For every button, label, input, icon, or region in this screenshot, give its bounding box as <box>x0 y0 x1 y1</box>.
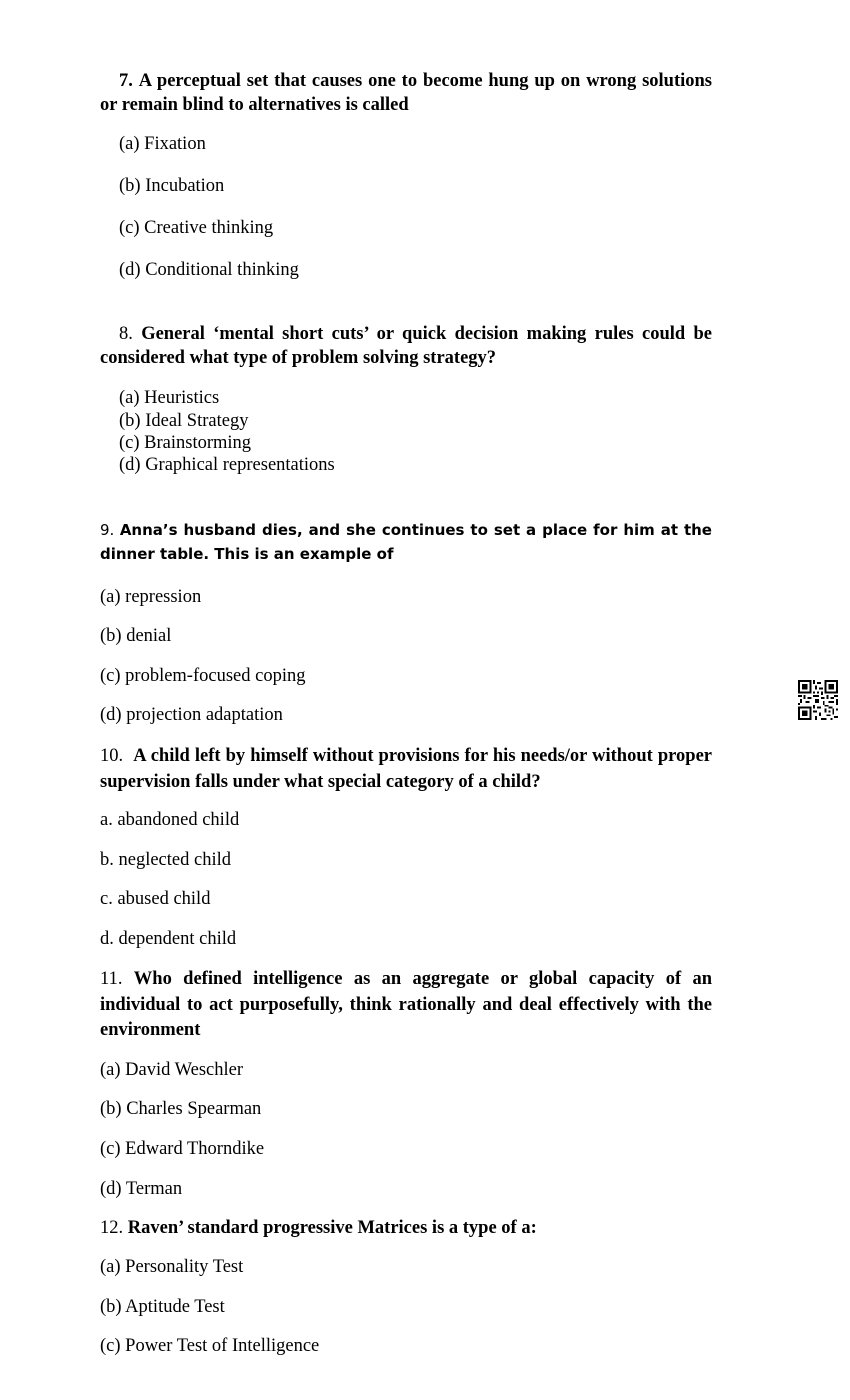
question-number: 8. <box>119 324 133 344</box>
question-stem: A child left by himself without provisions for his needs/or without proper supervision falls under what special category of a child? <box>100 746 712 792</box>
question-11 <box>100 967 712 1044</box>
option-10b: b. neglected child <box>100 850 231 870</box>
question-stem: Raven’ standard progressive Matrices is a type of a: <box>127 1218 537 1238</box>
question-12 <box>100 1216 712 1240</box>
option-7c: (c) Creative thinking <box>119 218 274 238</box>
option-10d: d. dependent child <box>100 929 237 949</box>
option-7d: (d) Conditional thinking <box>119 260 299 280</box>
question-number: 7. <box>119 71 133 91</box>
option-11b: (b) Charles Spearman <box>100 1099 262 1119</box>
option-8a: (a) Heuristics <box>119 388 220 408</box>
option-8b: (b) Ideal Strategy <box>119 411 249 431</box>
option-11a: (a) David Weschler <box>100 1060 244 1080</box>
option-11d: (d) Terman <box>100 1179 183 1199</box>
question-number: 9. <box>100 521 115 539</box>
question-9 <box>100 518 712 566</box>
option-9d: (d) projection adaptation <box>100 705 283 725</box>
option-12c: (c) Power Test of Intelligence <box>100 1336 320 1356</box>
question-number: 11. <box>100 969 123 989</box>
question-stem: General ‘mental short cuts’ or quick decision making rules could be considered what type of problem solving strategy? <box>100 324 712 368</box>
qr-code-image <box>798 680 838 720</box>
option-12b: (b) Aptitude Test <box>100 1297 225 1317</box>
option-7b: (b) Incubation <box>119 176 225 196</box>
option-9b: (b) denial <box>100 626 172 646</box>
option-10a: a. abandoned child <box>100 810 240 830</box>
option-7a: (a) Fixation <box>119 134 206 154</box>
option-9c: (c) problem-focused coping <box>100 666 306 686</box>
option-8d: (d) Graphical representations <box>119 455 335 475</box>
option-8c: (c) Brainstorming <box>119 433 252 453</box>
question-10 <box>100 743 712 795</box>
question-stem: Anna’s husband dies, and she continues to set a place for him at the dinner table. This is an example of <box>100 521 712 563</box>
option-11c: (c) Edward Thorndike <box>100 1139 265 1159</box>
question-number: 12. <box>100 1218 124 1238</box>
question-8 <box>100 322 712 370</box>
question-stem: Who defined intelligence as an aggregate or global capacity of an individual to act purposefully, think rationally and deal effectively with the environment <box>100 969 712 1040</box>
option-10c: c. abused child <box>100 889 211 909</box>
question-stem: A perceptual set that causes one to become hung up on wrong solutions or remain blind to alternatives is called <box>100 71 712 115</box>
question-7 <box>100 69 712 117</box>
question-number: 10. <box>100 746 124 766</box>
option-12a: (a) Personality Test <box>100 1257 244 1277</box>
option-9a: (a) repression <box>100 587 202 607</box>
